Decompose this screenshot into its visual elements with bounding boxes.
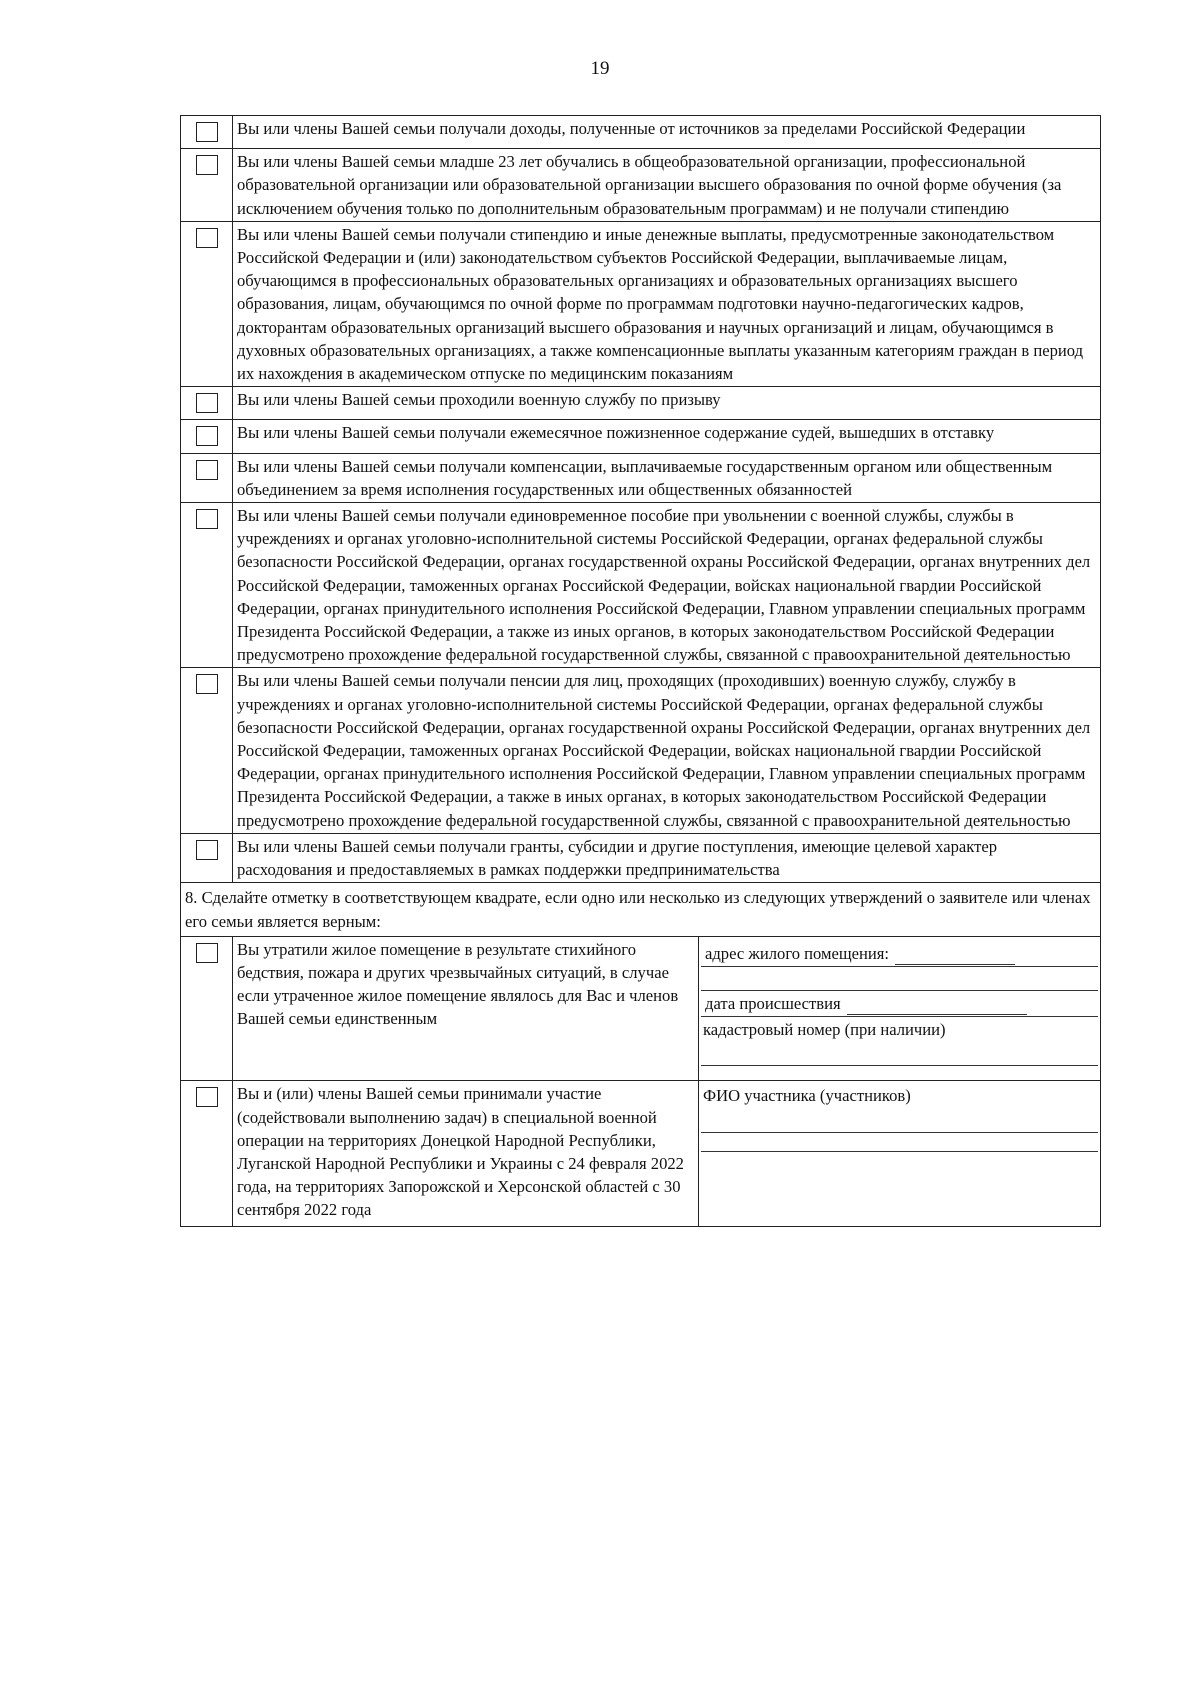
checkbox-grants-subsidies[interactable] [196,840,218,860]
table-row [181,936,1101,1081]
statement-text: Вы и (или) члены Вашей семьи принимали участие (содействовали выполнению задач) в специальной военной операции на территориях Донецкой Народной Республики, Луганской Народной Республики и Украины с 24 февраля 2022 года, на территориях Запорожской и Херсонской областей с 30 сентября 2022 года [233,1081,699,1226]
table-row [181,221,1101,386]
date-field-label: дата происшествия [705,993,841,1013]
checkbox-discharge-allowance[interactable] [196,509,218,529]
statement-text: Вы утратили жилое помещение в результате стихийного бедствия, пожара и других чрезвычайных ситуаций, в случае если утраченное жилое помещение являлось для Вас и членов Вашей семьи единственным [233,936,699,1081]
housing-fields [699,936,1101,1081]
cadastral-field[interactable] [701,1042,1098,1066]
statement-text: Вы или члены Вашей семьи получали ежемесячное пожизненное содержание судей, вышедших в отставку [233,420,1101,453]
checkbox-service-pension[interactable] [196,674,218,694]
table-row [181,149,1101,222]
table-row [181,1081,1101,1226]
statement-text: Вы или члены Вашей семьи получали гранты, субсидии и другие поступления, имеющие целевой характер расходования и предоставляемых в рамках поддержки предпринимательства [233,833,1101,882]
checkbox-judge-allowance[interactable] [196,426,218,446]
checkbox-special-operation[interactable] [196,1087,218,1107]
participant-fields [699,1081,1101,1226]
declaration-table [180,115,1101,1227]
checkbox-stipend[interactable] [196,228,218,248]
statement-text: Вы или члены Вашей семьи получали пенсии для лиц, проходящих (проходивших) военную службу, службу в учреждениях и органах уголовно-исполнительной системы Российской Федерации, органах федеральной службы безопасности Российской Федерации, органах государственной охраны Российской Федерации, органах внутренних дел Российской Федерации, таможенных органах Российской Федерации, войсках национальной гвардии Российской Федерации, органах принудительного исполнения Российской Федерации, Главном управлении специальных программ Президента Российской Федерации, а также в иных органах, в которых законодательством Российской Федерации предусмотрено прохождение федеральной государственной службы, связанной с правоохранительной деятельностью [233,668,1101,833]
cadastral-field-label: кадастровый номер (при наличии) [703,1020,946,1040]
checkbox-duty-compensation[interactable] [196,460,218,480]
page-number: 19 [590,58,610,79]
date-field[interactable] [701,991,1098,1017]
table-row [181,387,1101,420]
section-8-heading-row [181,883,1101,936]
statement-text: Вы или члены Вашей семьи младше 23 лет обучались в общеобразовательной организации, профессиональной образовательной организации или образовательной организации высшего образования по очной форме обучения (за исключением обучения только по дополнительным образовательным программам) и не получали стипендию [233,149,1101,222]
table-row [181,503,1101,668]
participants-field-label: ФИО участника (участников) [703,1086,911,1106]
table-row [181,668,1101,833]
statement-text: Вы или члены Вашей семьи получали доходы, полученные от источников за пределами Российской Федерации [233,116,1101,149]
checkbox-military-conscription[interactable] [196,393,218,413]
table-row [181,420,1101,453]
checkbox-lost-housing[interactable] [196,943,218,963]
statement-text: Вы или члены Вашей семьи получали стипендию и иные денежные выплаты, предусмотренные законодательством Российской Федерации и (или) законодательством субъектов Российской Федерации, выплачиваемые лицам, обучающимся в профессиональных образовательных организациях и образовательных организациях высшего образования, лицам, обучающимся по очной форме по программам подготовки научно-педагогических кадров, докторантам образовательных организаций высшего образования и научных организаций и лицам, обучающимся в духовных образовательных организациях, а также компенсационные выплаты указанным категориям граждан в период их нахождения в академическом отпуске по медицинским показаниям [233,221,1101,386]
table-row [181,453,1101,502]
table-row [181,116,1101,149]
table-row [181,833,1101,882]
checkbox-foreign-income[interactable] [196,122,218,142]
checkbox-study-no-stipend[interactable] [196,155,218,175]
address-field[interactable] [701,941,1098,967]
statement-text: Вы или члены Вашей семьи проходили военную службу по призыву [233,387,1101,420]
address-field-label: адрес жилого помещения: [705,943,890,963]
statement-text: Вы или члены Вашей семьи получали единовременное пособие при увольнении с военной службы, службы в учреждениях и органах уголовно-исполнительной системы Российской Федерации, органах федеральной службы безопасности Российской Федерации, органах государственной охраны Российской Федерации, органах внутренних дел Российской Федерации, таможенных органах Российской Федерации, войсках национальной гвардии Российской Федерации, органах принудительного исполнения Российской Федерации, Главном управлении специальных программ Президента Российской Федерации, а также из иных органов, в которых законодательством Российской Федерации предусмотрено прохождение федеральной государственной службы, связанной с правоохранительной деятельностью [233,503,1101,668]
statement-text: Вы или члены Вашей семьи получали компенсации, выплачиваемые государственным органом или общественным объединением за время исполнения государственных или общественных обязанностей [233,453,1101,502]
participants-field-line-2[interactable] [701,1133,1098,1152]
address-field-continuation[interactable] [701,967,1098,991]
section-8-heading: 8. Сделайте отметку в соответствующем квадрате, если одно или несколько из следующих утверждений о заявителе или членах его семьи является верным: [181,883,1101,936]
participants-field-line-1[interactable] [701,1109,1098,1133]
